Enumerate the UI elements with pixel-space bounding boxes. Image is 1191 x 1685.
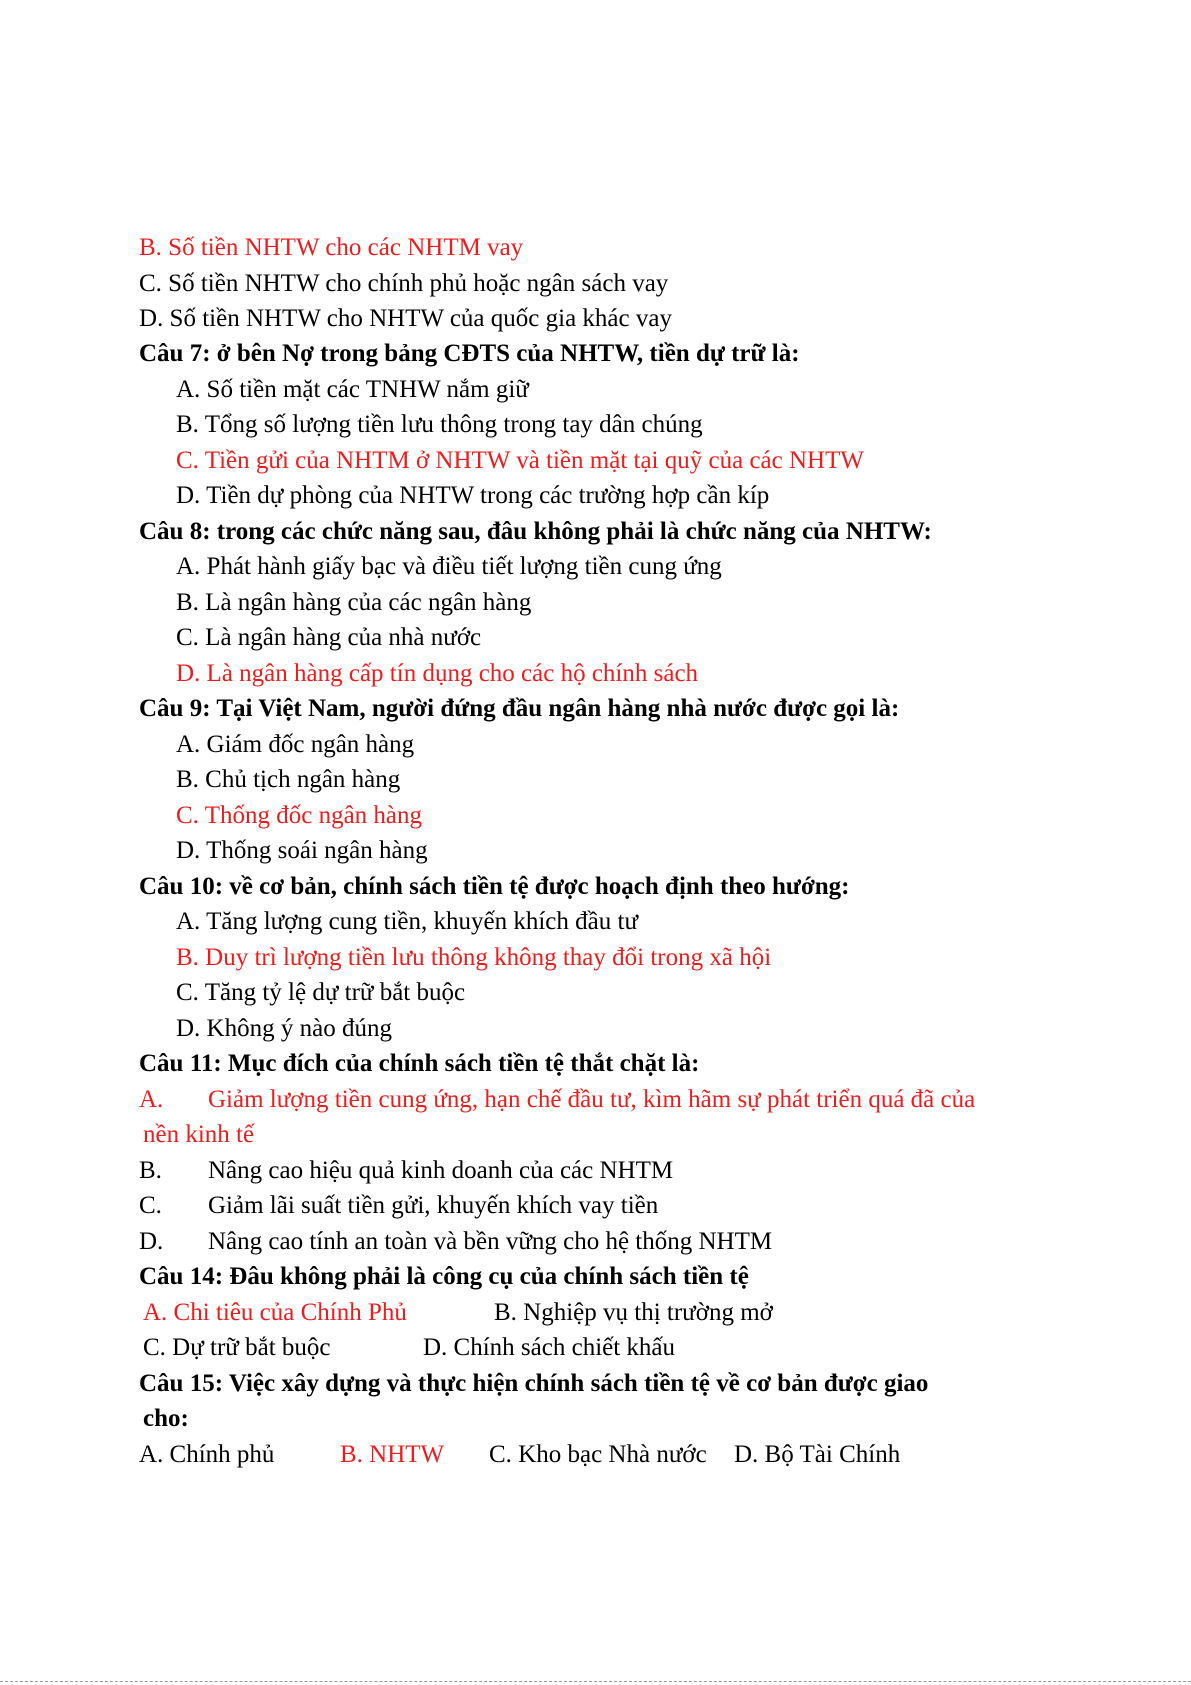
answer-option: C. Tiền gửi của NHTM ở NHTW và tiền mặt tại quỹ của các NHTW [176,447,864,474]
answer-option [139,1227,773,1257]
answer-option: D. Tiền dự phòng của NHTW trong các trường hợp cần kíp [176,482,770,509]
answer-option: B. Là ngân hàng của các ngân hàng [176,589,532,616]
answer-option: B. Số tiền NHTW cho các NHTM vay [139,234,524,261]
answer-option: A. Chi tiêu của Chính Phủ [143,1299,407,1326]
answer-option: C. Kho bạc Nhà nước [489,1441,707,1468]
answer-option: A. Tăng lượng cung tiền, khuyến khích đầu tư [176,908,638,935]
answer-row [143,1298,843,1328]
option-text: Nâng cao tính an toàn và bền vững cho hệ thống NHTM [208,1228,773,1255]
answer-row [143,1333,843,1363]
answer-option: D. Chính sách chiết khấu [423,1334,676,1361]
option-letter: A. [139,1086,164,1113]
question-15-title: Câu 15: Việc xây dựng và thực hiện chính sách tiền tệ về cơ bản được giao [139,1370,929,1397]
answer-option: D. Không ý nào đúng [176,1015,392,1042]
answer-option: B. Tổng số lượng tiền lưu thông trong tay dân chúng [176,411,703,438]
answer-option: D. Thống soái ngân hàng [176,837,428,864]
option-text: Giảm lãi suất tiền gửi, khuyến khích vay tiền [208,1192,659,1219]
question-8-title: Câu 8: trong các chức năng sau, đâu không phải là chức năng của NHTW: [139,518,932,545]
answer-option: C. Dự trữ bắt buộc [143,1334,331,1361]
answer-option: D. Bộ Tài Chính [734,1441,901,1468]
answer-option: D. Là ngân hàng cấp tín dụng cho các hộ chính sách [176,660,699,687]
answer-option [139,1191,659,1221]
answer-option: C. Là ngân hàng của nhà nước [176,624,482,651]
option-letter: C. [139,1192,162,1219]
option-text: Nâng cao hiệu quả kinh doanh của các NHTM [208,1157,674,1184]
answer-option: B. Nghiệp vụ thị trường mở [494,1299,773,1326]
answer-option: B. NHTW [340,1441,445,1468]
answer-option: D. Số tiền NHTW cho NHTW của quốc gia khác vay [139,305,672,332]
question-10-title: Câu 10: về cơ bản, chính sách tiền tệ được hoạch định theo hướng: [139,873,850,900]
answer-option: B. Duy trì lượng tiền lưu thông không thay đổi trong xã hội [176,944,772,971]
answer-option-continuation: nền kinh tế [143,1121,255,1148]
answer-option: A. Chính phủ [139,1441,275,1468]
answer-option: A. Giám đốc ngân hàng [176,731,415,758]
question-15-title-cont: cho: [143,1405,189,1432]
answer-option: C. Số tiền NHTW cho chính phủ hoặc ngân sách vay [139,270,669,297]
answer-row [139,1440,1019,1470]
option-text: Giảm lượng tiền cung ứng, hạn chế đầu tư, kìm hãm sự phát triển quá đã của [208,1086,976,1113]
question-14-title: Câu 14: Đâu không phải là công cụ của chính sách tiền tệ [139,1263,749,1290]
answer-option [139,1156,674,1186]
answer-option: A. Số tiền mặt các TNHW nắm giữ [176,376,529,403]
option-letter: B. [139,1157,162,1184]
answer-option: C. Tăng tỷ lệ dự trữ bắt buộc [176,979,466,1006]
answer-option: C. Thống đốc ngân hàng [176,802,423,829]
answer-option [139,1085,976,1115]
question-7-title: Câu 7: ở bên Nợ trong bảng CĐTS của NHTW, tiền dự trữ là: [139,340,800,367]
answer-option: B. Chủ tịch ngân hàng [176,766,401,793]
page-bottom-rule [0,1681,1191,1682]
question-11-title: Câu 11: Mục đích của chính sách tiền tệ thắt chặt là: [139,1050,700,1077]
option-letter: D. [139,1228,164,1255]
question-9-title: Câu 9: Tại Việt Nam, người đứng đầu ngân hàng nhà nước được gọi là: [139,695,900,722]
answer-option: A. Phát hành giấy bạc và điều tiết lượng tiền cung ứng [176,553,722,580]
